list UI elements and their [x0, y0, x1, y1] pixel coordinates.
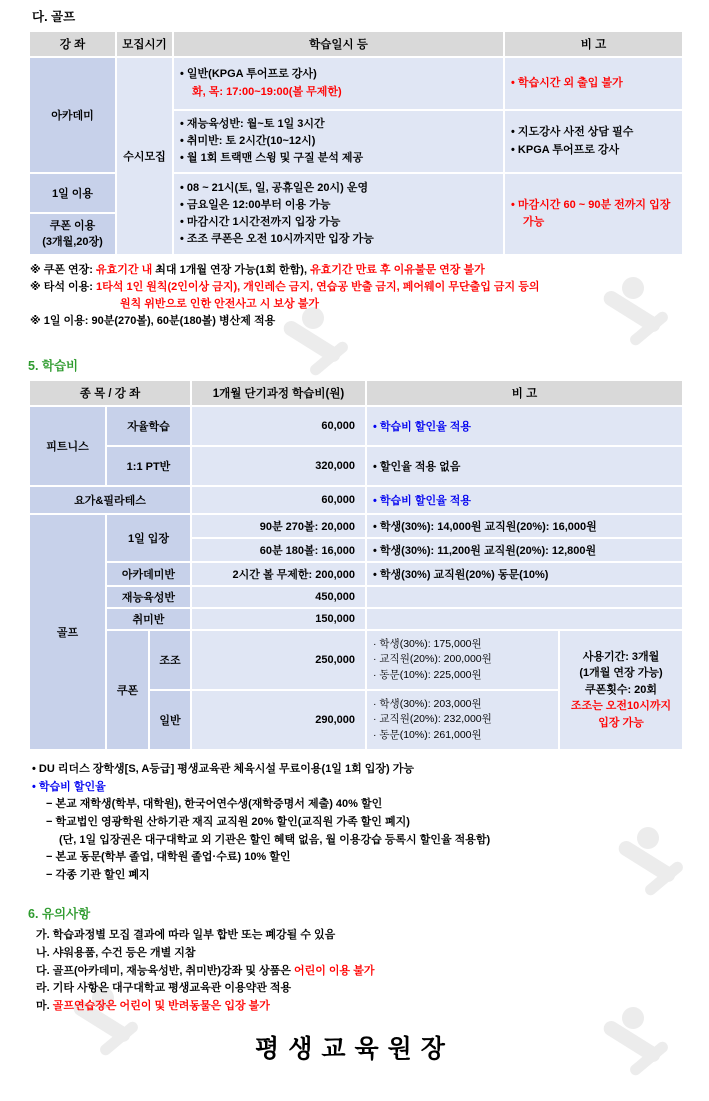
- discount-line: · 교직원(20%): 200,000원: [373, 653, 492, 666]
- t2-hobby-label: 취미반: [106, 608, 191, 630]
- t2-day60-fee: 60분 180볼: 16,000: [191, 538, 366, 562]
- schedule-line: • 마감시간 1시간전까지 입장 가능: [180, 216, 341, 228]
- footnote-day-use: ※ 1일 이용: 90분(270볼), 60분(180볼) 병산제 적용: [30, 315, 276, 328]
- footnote-label: ※ 타석 이용:: [30, 281, 97, 294]
- t1-academy-general-note: [504, 57, 683, 110]
- discount-line: · 학생(30%): 203,000원: [373, 697, 482, 710]
- t2-header-subject: 종 목 / 강 좌: [29, 380, 191, 406]
- caution-text: 마.: [36, 999, 53, 1012]
- discount-rates-list: [46, 796, 709, 884]
- t2-yoga-note: • 학습비 할인율 적용: [366, 486, 683, 514]
- t1-academy-label: 아카데미: [29, 57, 116, 173]
- t2-early-fee: 250,000: [191, 630, 366, 690]
- t2-general-fee: 290,000: [191, 690, 366, 750]
- discount-item-paren: (단, 1일 입장권은 대구대학교 외 기관은 할인 혜택 없음, 월 이용강습 등록시 할인율 적용함): [59, 833, 491, 846]
- caution-text: 다. 골프(아카데미, 재능육성반, 취미반)강좌 및 상품은: [36, 964, 294, 977]
- t2-dayentry-label: 1일 입장: [106, 514, 191, 562]
- table-row: [29, 57, 683, 110]
- t1-header-course: 강 좌: [29, 31, 116, 57]
- coupon-info-line: 사용기간: 3개월: [582, 650, 660, 663]
- t2-yoga-fee: 60,000: [191, 486, 366, 514]
- note-line: • KPGA 투어프로 강사: [511, 143, 620, 156]
- t2-self-fee: 60,000: [191, 406, 366, 446]
- caution-item: [36, 998, 709, 1016]
- golf-schedule-table: [28, 30, 684, 256]
- coupon-use-label: 쿠폰 이용: [49, 219, 96, 232]
- caution-item: 나. 샤워용품, 수건 등은 개별 지참: [36, 946, 196, 959]
- schedule-line-red: 화, 목: 17:00~19:00(볼 무제한): [192, 85, 342, 98]
- t1-academy-class-note: [504, 110, 683, 173]
- discount-line: · 교직원(20%): 232,000원: [373, 713, 492, 726]
- coupon-info-line: 쿠폰횟수: 20회: [584, 683, 658, 696]
- t2-academyclass-note: • 학생(30%) 교직원(20%) 동문(10%): [366, 562, 683, 586]
- signature-title: 평생교육원장: [255, 1036, 454, 1064]
- t2-day90-note: • 학생(30%): 14,000원 교직원(20%): 16,000원: [366, 514, 683, 538]
- t2-yoga-label: 요가&필라테스: [29, 486, 191, 514]
- table-row: [29, 586, 683, 608]
- t2-early-note: [366, 630, 559, 690]
- table-row: [29, 514, 683, 538]
- schedule-line: • 취미반: 토 2시간(10~12시): [180, 134, 316, 147]
- t1-dayuse-label: 1일 이용: [29, 173, 116, 213]
- note-line-red: • 마감시간 60 ~ 90분 전까지 입장 가능: [511, 198, 671, 228]
- t2-self-note: • 학습비 할인율 적용: [366, 406, 683, 446]
- note-line: • 지도강사 사전 상담 필수: [511, 126, 634, 139]
- t2-day60-note: • 학생(30%): 11,200원 교직원(20%): 12,800원: [366, 538, 683, 562]
- caution-item: 가. 학습과정별 모집 결과에 따라 일부 합반 또는 폐강될 수 있음: [36, 929, 336, 942]
- t2-golf-label: 골프: [29, 514, 106, 750]
- discount-line: · 학생(30%): 175,000원: [373, 637, 482, 650]
- table-row: [29, 486, 683, 514]
- fees-table: [28, 379, 684, 751]
- t1-header-schedule: 학습일시 등: [173, 31, 504, 57]
- t2-fitness-label: 피트니스: [29, 406, 106, 486]
- schedule-line: • 조조 쿠폰은 오전 10시까지만 입장 가능: [180, 233, 374, 246]
- t1-recruit-cell: 수시모집: [116, 57, 173, 255]
- t2-day90-fee: 90분 270볼: 20,000: [191, 514, 366, 538]
- t2-talent-fee: 450,000: [191, 586, 366, 608]
- cautions-list: [36, 927, 709, 1015]
- coupon-info-line-red: 조조는 오전10시까지: [570, 700, 672, 713]
- t2-early-label: 조조: [149, 630, 191, 690]
- caution-text-red: 골프연습장은 어린이 및 반려동물은 입장 불가: [52, 999, 270, 1012]
- schedule-line: • 08 ~ 21시(토, 일, 공휴일은 20시) 운영: [180, 181, 369, 194]
- t2-pt-fee: 320,000: [191, 446, 366, 486]
- t2-pt-label: 1:1 PT반: [106, 446, 191, 486]
- discount-rates-heading: • 학습비 할인율: [32, 780, 106, 793]
- schedule-line: • 재능육성반: 월~토 1일 3시간: [180, 117, 325, 130]
- fees-notes-block: [32, 761, 709, 884]
- caution-item: 라. 기타 사항은 대구대학교 평생교육관 이용약관 적용: [36, 982, 292, 995]
- t2-coupon-label: 쿠폰: [106, 630, 149, 750]
- t2-pt-note: • 할인율 적용 없음: [366, 446, 683, 486]
- t1-header-recruit: 모집시기: [116, 31, 173, 57]
- table-row: [29, 562, 683, 586]
- section-c-title: 다. 골프: [32, 10, 76, 24]
- schedule-line: • 일반(KPGA 투어프로 강사): [180, 68, 317, 81]
- footnote-red-segment: 유효기간 내: [96, 264, 153, 276]
- discount-item: − 각종 기관 할인 폐지: [46, 868, 150, 881]
- t2-general-label: 일반: [149, 690, 191, 750]
- du-leaders-note: • DU 리더스 장학생[S, A등급] 평생교육관 체육시설 무료이용(1일 1회 입장) 가능: [32, 763, 415, 776]
- footnote-booth-use-cont: 원칙 위반으로 인한 안전사고 시 보상 불가: [120, 298, 319, 311]
- t1-dayuse-coupon-note: [504, 173, 683, 255]
- footnote-red-segment: 유효기간 만료 후 이유불문 연장 불가: [310, 264, 485, 276]
- table-row: [29, 608, 683, 630]
- footnotes-block: [30, 262, 709, 330]
- t2-coupon-info: [559, 630, 683, 750]
- table-row: [29, 406, 683, 446]
- section6-title: 6. 유의사항: [28, 907, 91, 922]
- table1-header-row: [29, 31, 683, 57]
- t2-academyclass-label: 아카데미반: [106, 562, 191, 586]
- t1-academy-class-schedule: [173, 110, 504, 173]
- t1-couponuse-label: [29, 213, 116, 255]
- note-line-red: • 학습시간 외 출입 불가: [511, 76, 623, 89]
- footnote-black-segment: 최대 1개월 연장 가능(1회 한함),: [152, 264, 311, 276]
- footnote-booth-use: [30, 279, 709, 296]
- footnote-red-segment: 1타석 1인 원칙(2인이상 금지), 개인레슨 금지, 연습공 반출 금지, 페어웨이 무단출입 금지 등의: [96, 281, 540, 294]
- discount-item: − 학교법인 영광학원 산하기관 재직 교직원 20% 할인(교직원 가족 할인 폐지): [46, 815, 410, 828]
- t2-talent-label: 재능육성반: [106, 586, 191, 608]
- t2-general-note: [366, 690, 559, 750]
- coupon-info-line-red: 입장 가능: [598, 716, 644, 729]
- section5-title: 5. 학습비: [28, 359, 79, 374]
- footnote-label: ※ 쿠폰 연장:: [30, 264, 97, 276]
- caution-text-red: 어린이 이용 불가: [293, 964, 375, 977]
- t2-hobby-note: [366, 608, 683, 630]
- discount-line: · 동문(10%): 225,000원: [373, 669, 482, 682]
- coupon-info-line: (1개월 연장 가능): [579, 667, 663, 680]
- coupon-use-sublabel: (3개월,20장): [42, 236, 103, 248]
- discount-item: − 본교 동문(학부 졸업, 대학원 졸업·수료) 10% 할인: [46, 851, 291, 864]
- discount-line: · 동문(10%): 261,000원: [373, 729, 482, 742]
- t1-header-remarks: 비 고: [504, 31, 683, 57]
- t1-academy-general-schedule: [173, 57, 504, 110]
- t1-dayuse-coupon-schedule: [173, 173, 504, 255]
- t2-talent-note: [366, 586, 683, 608]
- footnote-coupon-extension: [30, 262, 709, 279]
- table2-header-row: [29, 380, 683, 406]
- schedule-line: • 월 1회 트랙맨 스윙 및 구질 분석 제공: [180, 152, 364, 165]
- t2-header-fee: 1개월 단기과정 학습비(원): [191, 380, 366, 406]
- table-row: [29, 630, 683, 690]
- table-row: [29, 446, 683, 486]
- schedule-line: • 금요일은 12:00부터 이용 가능: [180, 198, 331, 211]
- t2-academyclass-fee: 2시간 볼 무제한: 200,000: [191, 562, 366, 586]
- discount-item: − 본교 재학생(학부, 대학원), 한국어연수생(재학증명서 제출) 40% 할인: [46, 798, 383, 811]
- t2-header-remarks: 비 고: [366, 380, 683, 406]
- t2-self-label: 자율학습: [106, 406, 191, 446]
- caution-item: [36, 963, 709, 981]
- t2-hobby-fee: 150,000: [191, 608, 366, 630]
